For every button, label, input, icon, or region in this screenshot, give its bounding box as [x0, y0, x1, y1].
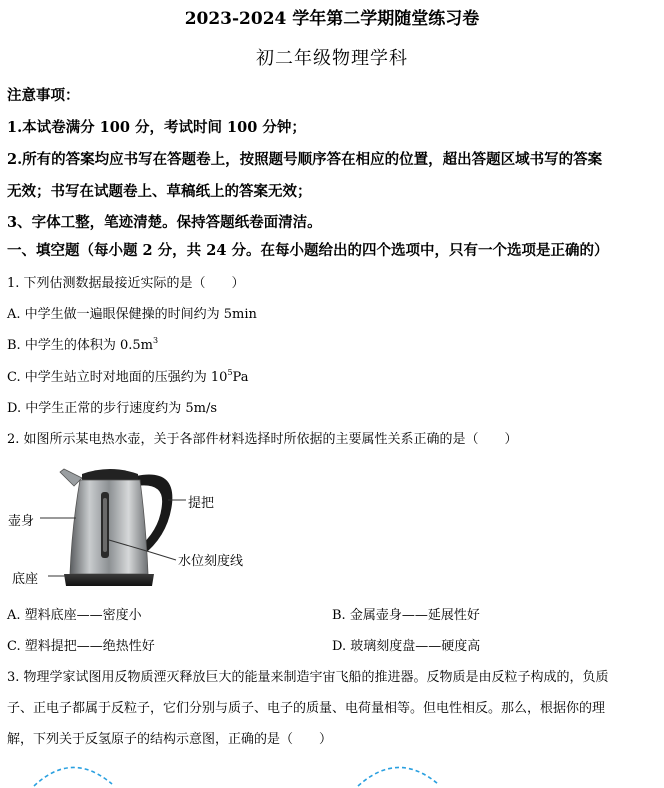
- kettle-illustration: [0, 456, 290, 594]
- note-item: 无效；书写在试题卷上、草稿纸上的答案无效；: [7, 183, 312, 200]
- exam-subtitle: 初二年级物理学科: [256, 48, 408, 69]
- q2-option-a: A. 塑料底座——密度小: [7, 608, 142, 623]
- orbit-arc-left: [34, 767, 112, 786]
- kettle-figure: [0, 456, 290, 594]
- note-item: 3、字体工整，笔迹清楚。保持答题纸卷面清洁。: [7, 214, 322, 231]
- label-base: 底座: [12, 572, 39, 587]
- q2-option-c: C. 塑料提把——绝热性好: [7, 639, 155, 654]
- q1-option-b: B. 中学生的体积为 $0.5m^3$: [7, 336, 159, 353]
- orbit-arc-right: [358, 767, 438, 786]
- section-heading: 一、填空题（每小题 2 分，共 24 分。在每小题给出的四个选项中，只有一个选项是正确的）: [7, 242, 609, 259]
- label-water-scale: 水位刻度线: [178, 554, 244, 569]
- notes-heading: 注意事项：: [7, 87, 80, 104]
- label-handle: 提把: [188, 496, 215, 511]
- exam-title: 2023-2024 学年第二学期随堂练习卷: [184, 9, 480, 29]
- question-3-line: 子、正电子都属于反粒子，它们分别与质子、电子的质量、电荷量相等。但电性相反。那么，根据你的理: [7, 701, 606, 716]
- note-item: 1.本试卷满分 100 分，考试时间 100 分钟；: [7, 119, 306, 136]
- q2-option-d: D. 玻璃刻度盘——硬度高: [332, 639, 481, 654]
- q1-option-a: A. 中学生做一遍眼保健操的时间约为 5min: [7, 307, 257, 322]
- question-1-stem: 1. 下列估测数据最接近实际的是（ ）: [7, 276, 245, 291]
- question-3-line: 解，下列关于反氢原子的结构示意图，正确的是（ ）: [7, 732, 333, 747]
- q1-option-d: D. 中学生正常的步行速度约为 5m/s: [7, 401, 218, 416]
- q1-option-c: C. 中学生站立时对地面的压强约为 $10^5Pa$: [7, 368, 249, 385]
- q2-option-b: B. 金属壶身——延展性好: [332, 608, 480, 623]
- label-body: 壶身: [8, 514, 35, 529]
- question-3-line: 3. 物理学家试图用反物质湮灭释放巨大的能量来制造宇宙飞船的推进器。反物质是由反粒子构成的，负质: [7, 670, 609, 685]
- question-2-stem: 2. 如图所示某电热水壶，关于各部件材料选择时所依据的主要属性关系正确的是（ ）: [7, 432, 518, 447]
- note-item: 2.所有的答案均应书写在答题卷上，按照题号顺序答在相应的位置，超出答题区域书写的答案: [7, 151, 603, 168]
- atom-diagrams-partial: [0, 756, 664, 788]
